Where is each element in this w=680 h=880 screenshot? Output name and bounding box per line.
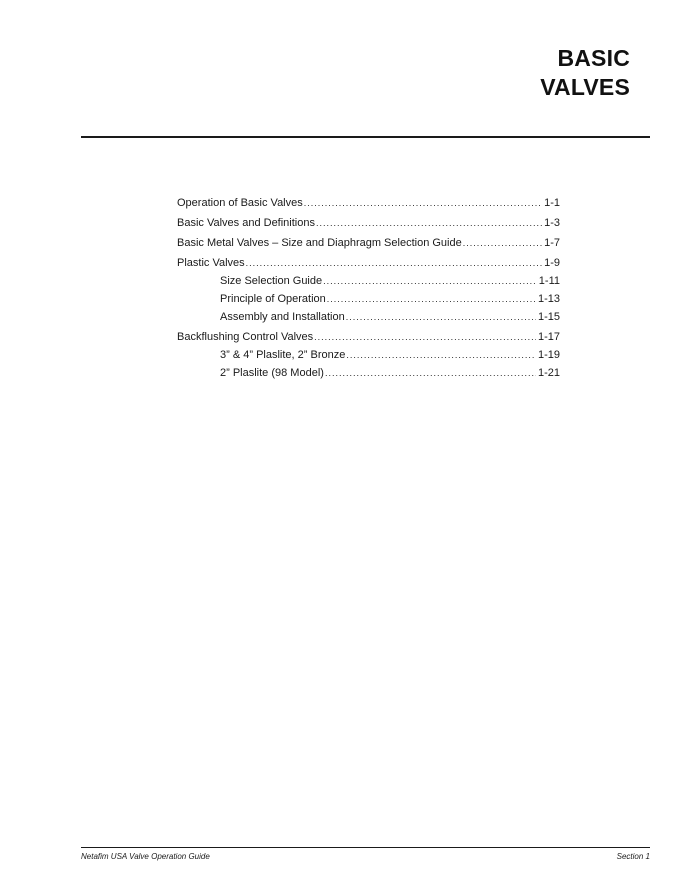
toc-dot-leader xyxy=(246,254,542,272)
toc-dot-leader xyxy=(463,234,542,252)
toc-entry-page: 1-21 xyxy=(537,367,560,379)
section-title-line-1: BASIC xyxy=(557,45,630,71)
toc-subentry-plaslite-98-model[interactable] xyxy=(177,364,560,382)
toc-dot-leader xyxy=(314,328,536,346)
toc-dot-leader xyxy=(346,308,536,326)
toc-entry-plastic-valves[interactable] xyxy=(177,254,560,272)
toc-entry-basic-metal-valves[interactable] xyxy=(177,234,560,252)
toc-entry-label: Principle of Operation xyxy=(220,293,326,305)
toc-entry-page: 1-13 xyxy=(537,293,560,305)
toc-entry-label: Assembly and Installation xyxy=(220,311,345,323)
toc-entry-page: 1-11 xyxy=(538,275,560,287)
toc-dot-leader xyxy=(325,364,536,382)
toc-entry-label: Backflushing Control Valves xyxy=(177,331,314,343)
toc-subentry-plaslite-bronze[interactable] xyxy=(177,346,560,364)
toc-entry-label: Size Selection Guide xyxy=(220,275,323,287)
toc-subentry-assembly-and-installation[interactable] xyxy=(177,308,560,326)
table-of-contents xyxy=(177,194,560,382)
toc-entry-page: 1-9 xyxy=(544,257,560,269)
toc-entry-page: 1-3 xyxy=(544,217,560,229)
toc-entry-page: 1-17 xyxy=(537,331,560,343)
header-divider xyxy=(81,136,650,138)
toc-dot-leader xyxy=(346,346,536,364)
toc-entry-basic-valves-and-definitions[interactable] xyxy=(177,214,560,232)
section-title-line-2: VALVES xyxy=(540,74,630,100)
footer-divider xyxy=(81,847,650,848)
toc-entry-page: 1-7 xyxy=(544,237,560,249)
toc-entry-page: 1-1 xyxy=(544,197,560,209)
toc-subentry-size-selection-guide[interactable] xyxy=(177,272,560,290)
toc-entry-label: 3” & 4” Plaslite, 2” Bronze xyxy=(220,349,346,361)
toc-entry-operation-of-basic-valves[interactable] xyxy=(177,194,560,212)
toc-entry-backflushing-control-valves[interactable] xyxy=(177,328,560,346)
toc-dot-leader xyxy=(323,272,537,290)
toc-dot-leader xyxy=(327,290,536,308)
toc-entry-page: 1-15 xyxy=(537,311,560,323)
toc-entry-label: Basic Valves and Definitions xyxy=(177,217,315,229)
toc-subentry-principle-of-operation[interactable] xyxy=(177,290,560,308)
toc-entry-label: Operation of Basic Valves xyxy=(177,197,303,209)
section-title xyxy=(540,44,630,102)
toc-entry-label: 2” Plaslite (98 Model) xyxy=(220,367,324,379)
toc-dot-leader xyxy=(304,194,542,212)
footer-section-label: Section 1 xyxy=(616,852,650,861)
toc-dot-leader xyxy=(316,214,542,232)
toc-entry-page: 1-19 xyxy=(537,349,560,361)
toc-entry-label: Basic Metal Valves – Size and Diaphragm Selection Guide xyxy=(177,237,462,249)
footer-document-title: Netafim USA Valve Operation Guide xyxy=(81,852,210,861)
toc-entry-label: Plastic Valves xyxy=(177,257,245,269)
